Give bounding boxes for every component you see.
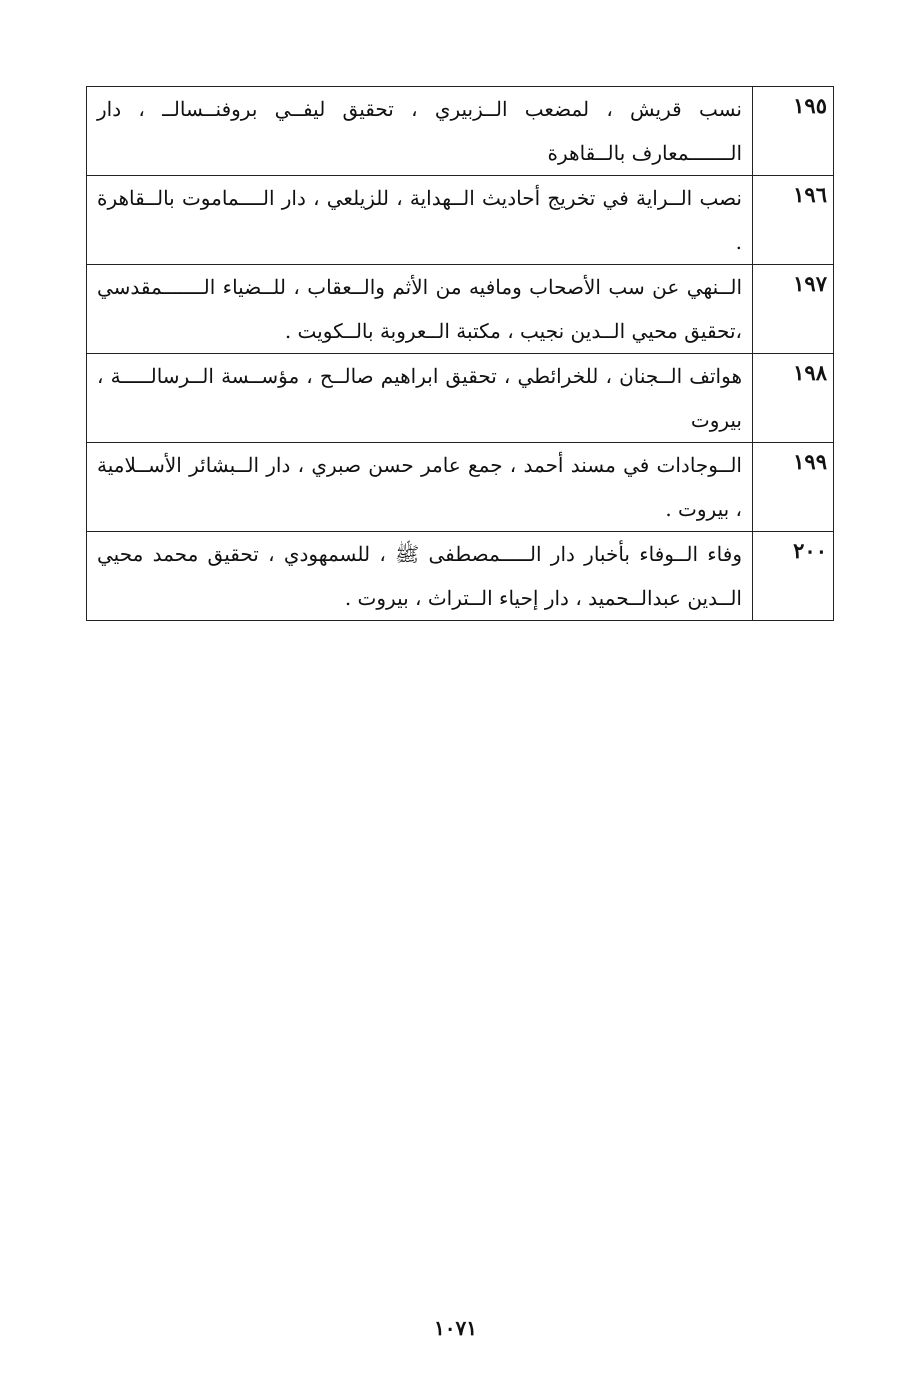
entry-number: ١٩٦ — [753, 176, 834, 265]
entry-text: وفاء الــوفاء بأخبار دار الـــــمصطفى ﷺ ، للسمهودي ، تحقيق محمد محيي الــدين عبدالــحميد ، دار إحياء الــتراث ، بيروت . — [87, 532, 753, 621]
entry-text: الــوجادات في مسند أحمد ، جمع عامر حسن صبري ، دار الــبشائر الأســلامية ، بيروت . — [87, 443, 753, 532]
table-row — [87, 354, 834, 443]
entry-number: ١٩٨ — [753, 354, 834, 443]
table-row — [87, 265, 834, 354]
table-row — [87, 87, 834, 176]
bibliography-table — [86, 86, 834, 621]
entry-text: هواتف الــجنان ، للخرائطي ، تحقيق ابراهيم صالــح ، مؤســسة الــرسالـــــة ، بيروت — [87, 354, 753, 443]
entry-text: نصب الــراية في تخريج أحاديث الــهداية ، للزيلعي ، دار الــــماموت بالــقاهرة . — [87, 176, 753, 265]
entry-text: الــنهي عن سب الأصحاب ومافيه من الأثم والــعقاب ، للــضياء الـــــــمقدسي ،تحقيق محيي الــدين نجيب ، مكتبة الــعروبة بالــكويت . — [87, 265, 753, 354]
table-row — [87, 443, 834, 532]
table-row — [87, 176, 834, 265]
entry-number: ١٩٧ — [753, 265, 834, 354]
entry-text: نسب قريش ، لمضعب الــزبيري ، تحقيق ليفــي بروفنــسالــ ، دار الـــــــمعارف بالــقاهرة — [87, 87, 753, 176]
entry-number: ٢٠٠ — [753, 532, 834, 621]
entry-number: ١٩٩ — [753, 443, 834, 532]
table-row — [87, 532, 834, 621]
page-number: ١٠٧١ — [434, 1316, 477, 1340]
entry-number: ١٩٥ — [753, 87, 834, 176]
